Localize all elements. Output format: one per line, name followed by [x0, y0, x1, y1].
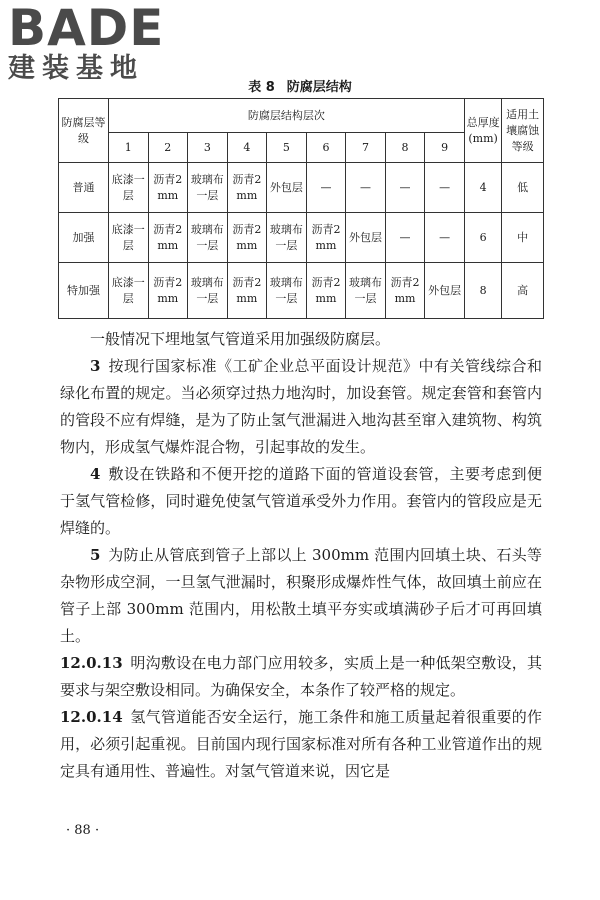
- layer-cell: —: [425, 213, 465, 263]
- grade-cell: 加强: [59, 213, 109, 263]
- layer-number: 1: [108, 133, 148, 163]
- thickness-cell: 4: [464, 163, 501, 213]
- layer-cell: 底漆一层: [108, 263, 148, 319]
- layer-cell: —: [346, 163, 386, 213]
- table-row: [59, 263, 544, 319]
- layer-cell: 外包层: [425, 263, 465, 319]
- layer-number: 5: [267, 133, 307, 163]
- clause-text: 明沟敷设在电力部门应用较多，实质上是一种低架空敷设，其要求与架空敷设相同。为确保安全，本条作了较严格的规定。: [60, 654, 542, 699]
- thickness-cell: 8: [464, 263, 501, 319]
- paragraph-text: 按现行国家标准《工矿企业总平面设计规范》中有关管线综合和绿化布置的规定。当必须穿过热力地沟时，加设套管。规定套管和套管内的管段不应有焊缝，是为了防止氢气泄漏进入地沟甚至窜入建筑物、构筑物内，形成氢气爆炸混合物，引起事故的发生。: [60, 357, 542, 456]
- header-total-thickness: 总厚度(mm): [464, 99, 501, 163]
- layer-cell: 沥青2mm: [385, 263, 425, 319]
- paragraph: [60, 542, 542, 650]
- layer-cell: 玻璃布一层: [346, 263, 386, 319]
- layer-cell: 沥青2mm: [306, 213, 346, 263]
- logo-text: BADE: [8, 0, 165, 57]
- layer-number: 3: [188, 133, 228, 163]
- paragraph: [60, 353, 542, 461]
- thickness-cell: 6: [464, 213, 501, 263]
- layer-cell: 沥青2mm: [227, 213, 267, 263]
- layer-cell: 沥青2mm: [306, 263, 346, 319]
- layer-number: 8: [385, 133, 425, 163]
- layer-number: 4: [227, 133, 267, 163]
- paragraph-text: 敷设在铁路和不便开挖的道路下面的管道设套管，主要考虑到便于氢气管检修，同时避免使氢气管道承受外力作用。套管内的管段应是无焊缝的。: [60, 465, 542, 537]
- layer-cell: 玻璃布一层: [188, 163, 228, 213]
- layer-cell: —: [385, 163, 425, 213]
- layer-cell: 沥青2mm: [148, 163, 188, 213]
- grade-cell: 特加强: [59, 263, 109, 319]
- clause-number: 12.0.13: [60, 654, 123, 672]
- grade-cell: 普通: [59, 163, 109, 213]
- header-grade: 防腐层等级: [59, 99, 109, 163]
- layer-cell: 外包层: [267, 163, 307, 213]
- clause-text: 氢气管道能否安全运行，施工条件和施工质量起着很重要的作用，必须引起重视。目前国内现行国家标准对所有各种工业管道作出的规定具有通用性、普遍性。对氢气管道来说，因它是: [60, 708, 542, 780]
- table-row: [59, 213, 544, 263]
- paragraph: [60, 326, 542, 353]
- layer-cell: 玻璃布一层: [188, 263, 228, 319]
- paragraph-text: 一般情况下埋地氢气管道采用加强级防腐层。: [90, 330, 391, 348]
- layer-cell: 玻璃布一层: [267, 213, 307, 263]
- clause: [60, 704, 542, 785]
- item-number: 3: [90, 357, 101, 375]
- layer-number: 2: [148, 133, 188, 163]
- paragraph: [60, 461, 542, 542]
- header-soil: 适用土壤腐蚀等级: [502, 99, 544, 163]
- site-logo: [8, 2, 164, 84]
- layer-cell: 沥青2mm: [148, 213, 188, 263]
- clause: [60, 650, 542, 704]
- layer-cell: 外包层: [346, 213, 386, 263]
- layer-number: 7: [346, 133, 386, 163]
- soil-cell: 低: [502, 163, 544, 213]
- table-caption: [0, 76, 600, 95]
- layer-cell: 沥青2mm: [148, 263, 188, 319]
- soil-cell: 高: [502, 263, 544, 319]
- layer-cell: 沥青2mm: [227, 163, 267, 213]
- layer-cell: 玻璃布一层: [267, 263, 307, 319]
- table-label: 表 8: [248, 80, 275, 95]
- table-title: 防腐层结构: [286, 80, 352, 95]
- anticorrosion-layer-table: [58, 98, 544, 319]
- layer-cell: 底漆一层: [108, 163, 148, 213]
- layer-cell: —: [306, 163, 346, 213]
- clause-number: 12.0.14: [60, 708, 123, 726]
- paragraph-text: 为防止从管底到管子上部以上 300mm 范围内回填土块、石头等杂物形成空洞，一旦氢气泄漏时，积聚形成爆炸性气体，故回填土前应在管子上部 300mm 范围内，用松散土填平夯实或填满砂子后才可再回填土。: [60, 546, 542, 645]
- body-text: [60, 326, 542, 785]
- item-number: 4: [90, 465, 101, 483]
- layer-cell: —: [385, 213, 425, 263]
- layer-cell: 底漆一层: [108, 213, 148, 263]
- table-row: [59, 163, 544, 213]
- item-number: 5: [90, 546, 101, 564]
- page-number: · 88 ·: [66, 823, 100, 838]
- layer-cell: —: [425, 163, 465, 213]
- layer-cell: 玻璃布一层: [188, 213, 228, 263]
- layer-number: 6: [306, 133, 346, 163]
- layer-cell: 沥青2mm: [227, 263, 267, 319]
- soil-cell: 中: [502, 213, 544, 263]
- header-layers: 防腐层结构层次: [108, 99, 464, 133]
- logo-subtitle: 建装基地: [8, 53, 144, 84]
- layer-number: 9: [425, 133, 465, 163]
